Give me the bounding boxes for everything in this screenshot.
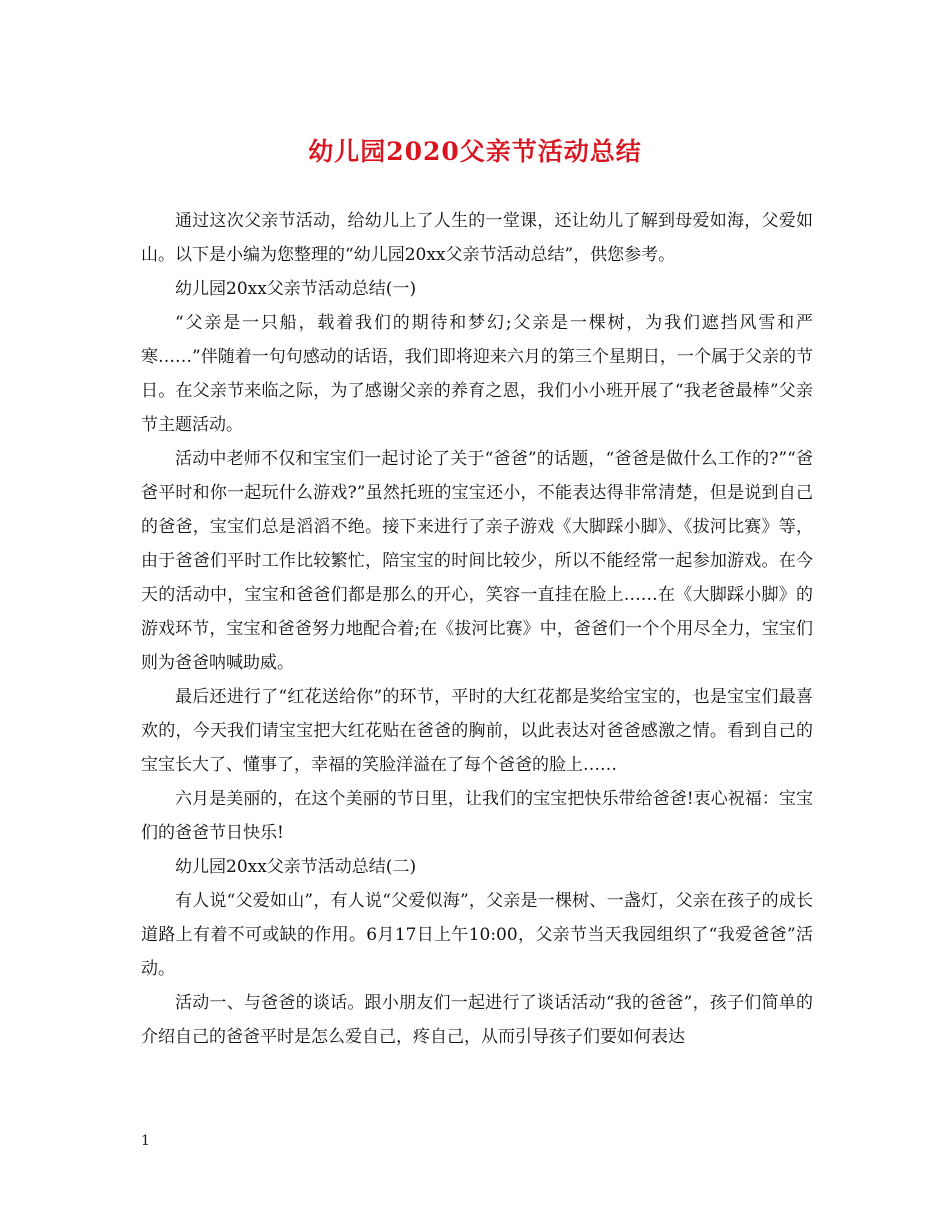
document-body — [141, 204, 813, 1054]
body-paragraph: “父亲是一只船，载着我们的期待和梦幻;父亲是一棵树，为我们遮挡风雪和严寒……”伴随着一句句感动的话语，我们即将迎来六月的第三个星期日，一个属于父亲的节日。在父亲节来临之际，为了感谢父亲的养育之恩，我们小小班开展了“我老爸最棒”父亲节主题活动。 — [141, 313, 813, 435]
section-heading-1: 幼儿园20xx父亲节活动总结(一) — [175, 279, 417, 299]
page-number: 1 — [141, 1133, 150, 1149]
body-paragraph: 活动中老师不仅和宝宝们一起讨论了关于“爸爸”的话题，“爸爸是做什么工作的?”“爸爸平时和你一起玩什么游戏?”虽然托班的宝宝还小，不能表达得非常清楚，但是说到自己的爸爸，宝宝们总是滔滔不绝。接下来进行了亲子游戏《大脚踩小脚》、《拔河比赛》等，由于爸爸们平时工作比较繁忙，陪宝宝的时间比较少，所以不能经常一起参加游戏。在今天的活动中，宝宝和爸爸们都是那么的开心，笑容一直挂在脸上……在《大脚踩小脚》的游戏环节，宝宝和爸爸努力地配合着;在《拔河比赛》中，爸爸们一个个用尽全力，宝宝们则为爸爸呐喊助威。 — [141, 449, 813, 673]
section-heading-2: 幼儿园20xx父亲节活动总结(二) — [175, 857, 417, 877]
body-paragraph: 最后还进行了“红花送给你”的环节，平时的大红花都是奖给宝宝的，也是宝宝们最喜欢的，今天我们请宝宝把大红花贴在爸爸的胸前，以此表达对爸爸感激之情。看到自己的宝宝长大了、懂事了，幸福的笑脸洋溢在了每个爸爸的脸上…… — [141, 687, 813, 775]
body-paragraph: 活动一、与爸爸的谈话。跟小朋友们一起进行了谈话活动“我的爸爸”，孩子们简单的介绍自己的爸爸平时是怎么爱自己，疼自己，从而引导孩子们要如何表达 — [141, 993, 813, 1047]
page-title: 幼儿园2020父亲节活动总结 — [308, 137, 642, 166]
body-paragraph: 六月是美丽的，在这个美丽的节日里，让我们的宝宝把快乐带给爸爸!衷心祝福：宝宝们的爸爸节日快乐! — [141, 789, 813, 843]
body-paragraph: 有人说“父爱如山”，有人说“父爱似海”，父亲是一棵树、一盏灯，父亲在孩子的成长道路上有着不可或缺的作用。6月17日上午10:00，父亲节当天我园组织了“我爱爸爸”活动。 — [141, 891, 813, 979]
intro-paragraph: 通过这次父亲节活动，给幼儿上了人生的一堂课，还让幼儿了解到母爱如海，父爱如山。以下是小编为您整理的“幼儿园20xx父亲节活动总结”，供您参考。 — [141, 211, 813, 265]
